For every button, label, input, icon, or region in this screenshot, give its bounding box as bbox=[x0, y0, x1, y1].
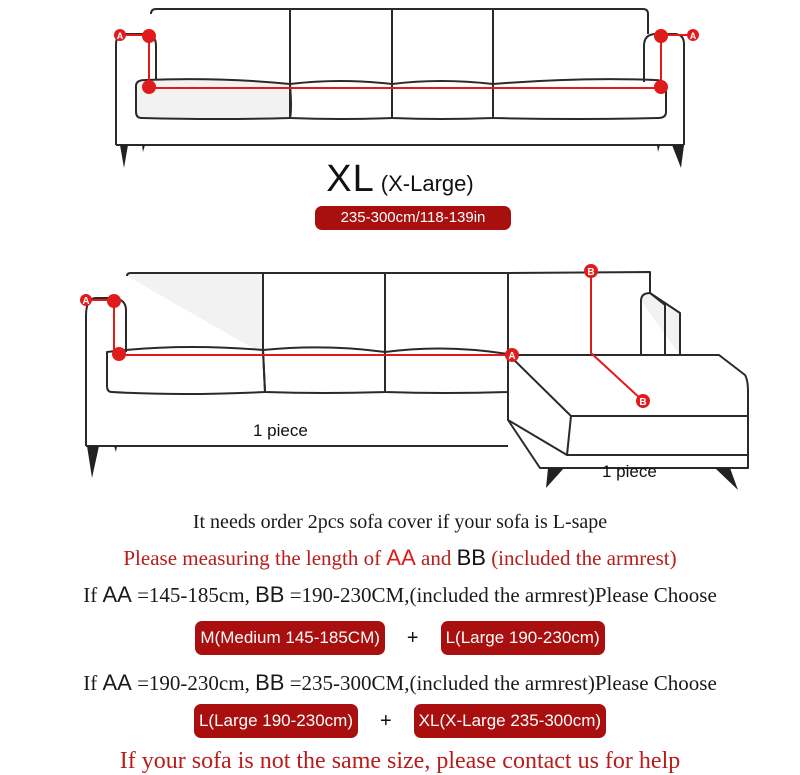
option2-bb-value: =235-300CM,(included the armrest)Please Choose bbox=[284, 671, 717, 695]
measure-instruction bbox=[0, 545, 800, 571]
option1-bb: BB bbox=[255, 582, 285, 607]
size-m-pill: M(Medium 145-185CM) bbox=[195, 621, 385, 655]
measure-aa: AA bbox=[386, 545, 416, 570]
piece-label-left: 1 piece bbox=[253, 421, 308, 440]
size-l-pill: L(Large 190-230cm) bbox=[194, 704, 358, 738]
plus-sign: + bbox=[406, 626, 419, 649]
option2-if: If bbox=[83, 671, 103, 695]
option1-if: If bbox=[83, 583, 103, 607]
l-shape-note: It needs order 2pcs sofa cover if your sofa is L-sape bbox=[192, 511, 608, 533]
option1-choices bbox=[0, 621, 800, 655]
size-xl-pill: XL(X-Large 235-300cm) bbox=[414, 704, 606, 738]
cutoff-text-line bbox=[0, 748, 800, 774]
option2-condition bbox=[0, 670, 800, 696]
svg-text:A: A bbox=[82, 296, 90, 307]
measure-instruction-post: (included the armrest) bbox=[485, 546, 677, 570]
measure-bb: BB bbox=[456, 545, 486, 570]
option1-condition bbox=[0, 582, 800, 608]
measure-and: and bbox=[415, 546, 457, 570]
plus-sign: + bbox=[379, 709, 392, 732]
option1-aa: AA bbox=[102, 582, 132, 607]
option1-bb-value: =190-230CM,(included the armrest)Please Choose bbox=[284, 583, 717, 607]
size-l-pill: L(Large 190-230cm) bbox=[441, 621, 605, 655]
size-label: XL bbox=[326, 158, 375, 200]
size-range-badge: 235-300cm/118-139in bbox=[315, 206, 511, 230]
option2-aa-value: =190-230cm, bbox=[131, 671, 256, 695]
svg-text:A: A bbox=[689, 31, 697, 41]
svg-text:B: B bbox=[639, 397, 647, 408]
svg-text:A: A bbox=[116, 31, 124, 41]
option2-choices bbox=[0, 704, 800, 738]
svg-text:B: B bbox=[587, 267, 595, 278]
option2-bb: BB bbox=[255, 670, 285, 695]
measure-instruction-pre: Please measuring the length of bbox=[123, 546, 387, 570]
svg-text:A: A bbox=[508, 351, 516, 362]
option1-aa-value: =145-185cm, bbox=[131, 583, 256, 607]
option2-aa: AA bbox=[102, 670, 132, 695]
cutoff-text: If your sofa is not the same size, please contact us for help bbox=[119, 748, 681, 774]
piece-label-right: 1 piece bbox=[602, 462, 657, 481]
size-name: (X-Large) bbox=[380, 171, 474, 196]
